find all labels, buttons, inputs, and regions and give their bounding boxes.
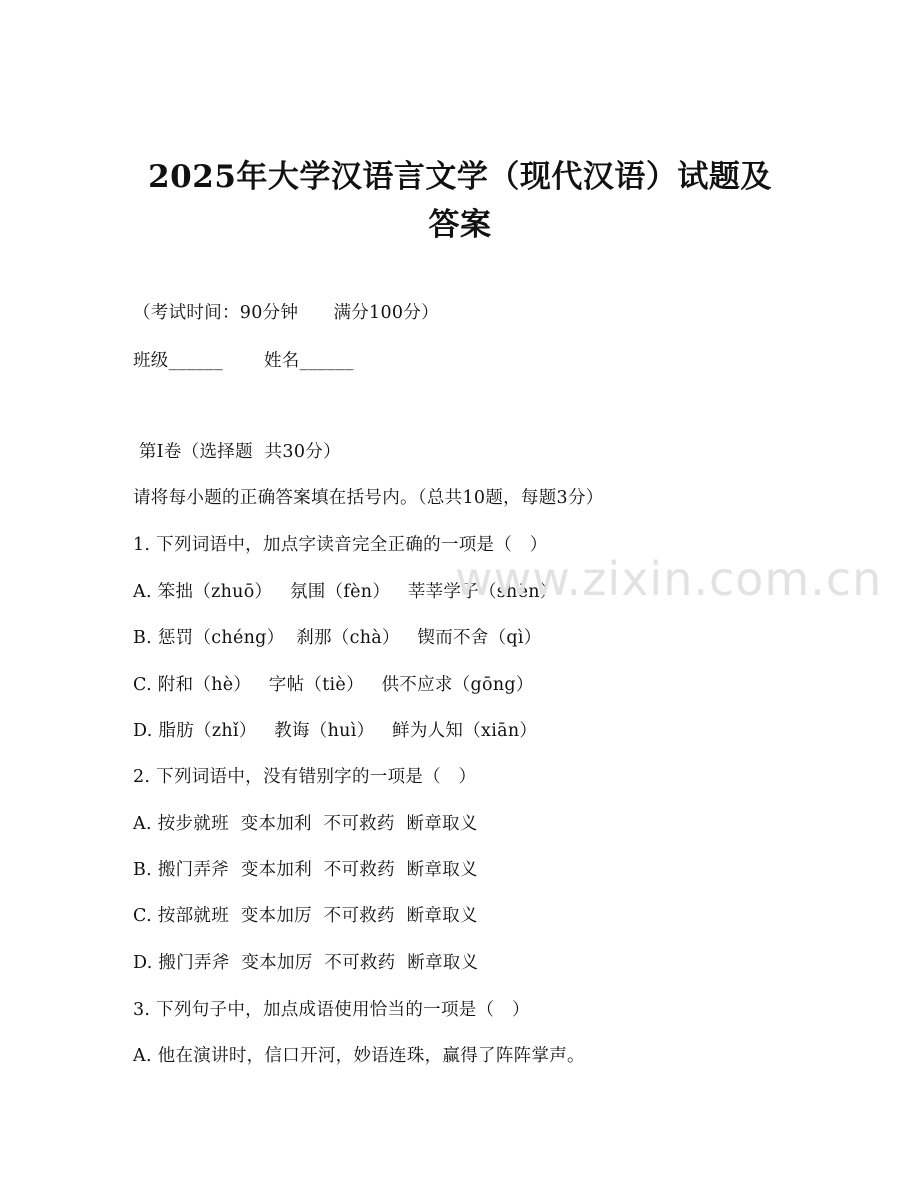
exam-info: （考试时间：90分钟 满分100分）: [133, 303, 439, 323]
question-2-stem: 2. 下列词语中，没有错别字的一项是（ ）: [133, 767, 477, 787]
question-2-option-c: C. 按部就班 变本加厉 不可救药 断章取义: [133, 906, 478, 926]
watermark-text: www.zixin.com.cn: [455, 552, 883, 606]
question-1-option-b: B. 惩罚（chéng） 刹那（chà） 锲而不舍（qì）: [133, 628, 542, 648]
document-title-line-1: 2025年大学汉语言文学（现代汉语）试题及: [148, 159, 772, 195]
question-2-option-b: B. 搬门弄斧 变本加利 不可救药 断章取义: [133, 860, 478, 880]
question-3-stem: 3. 下列句子中，加点成语使用恰当的一项是（ ）: [133, 1000, 530, 1020]
document-title-line-2: 答案: [428, 207, 492, 243]
instruction-text: 请将每小题的正确答案填在括号内。（总共10题，每题3分）: [133, 488, 604, 508]
question-1-option-c: C. 附和（hè） 字帖（tiè） 供不应求（gōng）: [133, 675, 534, 695]
question-2-option-d: D. 搬门弄斧 变本加厉 不可救药 断章取义: [133, 953, 479, 973]
class-name-fields: 班级______ 姓名______: [133, 351, 354, 371]
question-1-option-a: A. 笨拙（zhuō） 氛围（fèn） 莘莘学子（shēn）: [133, 582, 558, 602]
question-2-option-a: A. 按步就班 变本加利 不可救药 断章取义: [133, 814, 478, 834]
question-1-stem: 1. 下列词语中，加点字读音完全正确的一项是（ ）: [133, 535, 548, 555]
question-3-option-a: A. 他在演讲时，信口开河，妙语连珠，赢得了阵阵掌声。: [133, 1046, 585, 1066]
section-heading: 第Ⅰ卷（选择题 共30分）: [133, 442, 341, 462]
question-1-option-d: D. 脂肪（zhǐ） 教诲（huì） 鲜为人知（xiān）: [133, 721, 538, 741]
